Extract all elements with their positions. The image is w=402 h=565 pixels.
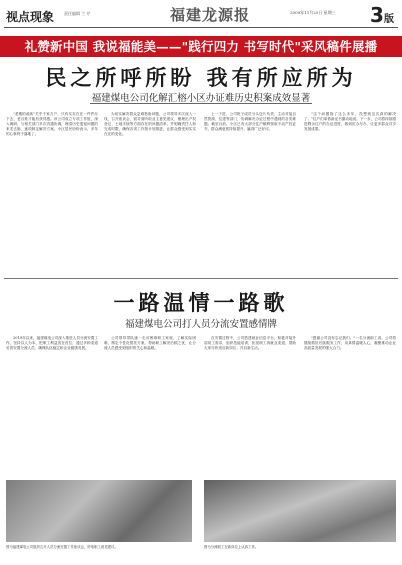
article1-subhead: 福建煤电公司化解汇榕小区办证难历史积案成效显著 [91,93,311,104]
banner [0,36,402,57]
article2-subhead: 福建煤电公司打人员分流安置感情牌 [124,319,277,330]
page-word: 版 [384,14,394,25]
article1-col4 [304,112,396,272]
date-line: 2009年11月25日 星期三 [290,10,336,15]
article2-col4 [304,336,396,476]
article1-col3 [204,112,296,272]
paper-name: 福建龙源报 [170,6,251,24]
section-editor: 责任编辑 兰 芹 [64,11,91,16]
article1-col1 [6,112,98,272]
masthead [0,0,402,34]
article1-col2-text: 为切实解决群众急难愁盼问题，公司领导多次深入一线，召开座谈会，面对面听取业主意见建议，梳理出产权登记、土地手续等方面存在的问题清单，并明确责任人和完成时限，确保各项工作按计划推进，让群众感受到实实在在的变化。 [104,112,196,136]
article2-col3-text: 在安置过程中，公司搭建就业信息平台，积极对接外部用工需求，组织技能培训，拓宽职工再就业渠道，帮助大家尽快适应新岗位、开启新生活。 [204,336,296,350]
photo-left [6,480,192,542]
article1-col3-text: 上一下进，公司班子成员分头包片负责，主动对接自然资源、住建等部门，协调解决办证过程中遇到的各类难题。截至目前，小区已有大部分住户顺利领取不动产权证书，群众满意度持续提升，赢得广泛好评。 [204,112,296,131]
article2-col4-text: "感谢公司没有忘记我们。"一名分流职工说。公司将继续做好后续服务工作，用真情温暖人心，凝聚推动企业高质量发展的强大合力。 [304,336,396,350]
article1-headline: 民之所呼所盼 我有所应所为 [45,65,357,90]
page-number: 3 [370,3,384,27]
article2-col3 [204,336,296,476]
article1-col4-text: "这个问题拖了这么多年，没想到这次真的解决了。"住户们拿着新证书激动地说。下一步，公司将持续跟进剩余住户的办证进度，做到应办尽办，让更多群众共享发展成果。 [304,112,396,131]
article2-col1-text: 2019年以来，福建煤电公司深入推进人员分流安置工作，坚持以人为本，把职工利益放在首位，通过多种渠道妥善安置分流人员，确保队伍稳定和企业健康发展。 [6,336,98,350]
photo-right-caption: 图为分流职工在新岗位上认真工作。 [204,545,259,549]
article1-rule [90,103,312,104]
article2-col2-text: 公司领导带队逐一走访困难职工家庭，了解实际困难，制定个性化帮扶方案，帮助职工解决后顾之忧，让分流人员感受到组织的关心和温暖。 [104,336,196,350]
masthead-rule [4,27,398,28]
article1-col2 [104,112,196,272]
section-divider [4,278,398,279]
article2-headline: 一路温情一路歌 [113,290,289,315]
article1-col1-text: "老楼的顽疾"关乎千家万户，只有实实在在一件件办下去，老百姓才能有获得感。该公司成立专项工作组，深入调研，与相关部门多次沟通协调，理清历史遗留问题的来龙去脉，逐项制定解决方案。小区居民纷纷表示，多年的心事终于落地了。 [6,112,98,136]
photo-left-caption: 图为福建煤电公司组织召开人员分流安置工作座谈会，听取职工意见建议。 [6,545,118,549]
section-name: 视点现象 [6,10,55,24]
banner-text: 礼赞新中国 我说福能美——"践行四力 书写时代"采风稿件展播 [24,39,378,54]
article2-col1 [6,336,98,476]
photo-right [204,480,396,542]
article2-col2 [104,336,196,476]
